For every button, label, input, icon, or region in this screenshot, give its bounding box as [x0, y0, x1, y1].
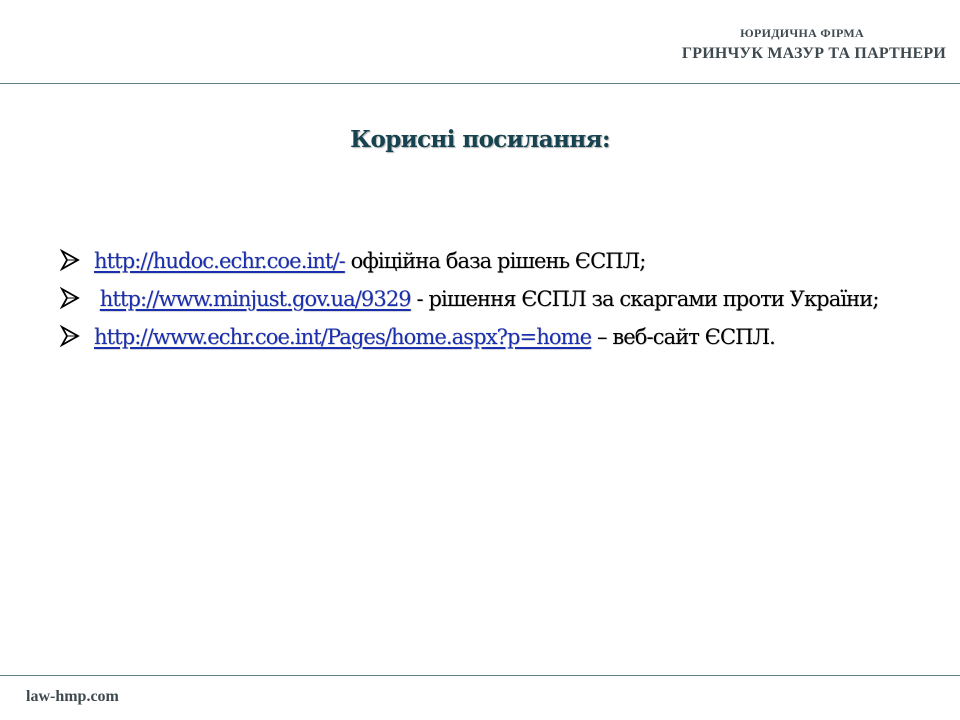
minjust-link[interactable]: http://www.minjust.gov.ua/9329	[99, 287, 411, 311]
list-item	[56, 246, 916, 276]
firm-name: ГРИНЧУК МАЗУР ТА ПАРТНЕРИ	[681, 45, 946, 62]
links-list	[56, 246, 916, 360]
arrowhead-bullet-icon	[60, 286, 80, 310]
header-divider	[0, 83, 960, 84]
list-item	[56, 284, 916, 314]
hudoc-link[interactable]: http://hudoc.echr.coe.int/-	[94, 249, 345, 273]
footer-divider	[0, 675, 960, 676]
firm-subtitle: ЮРИДИЧНА ФІРМА	[740, 26, 864, 40]
arrowhead-bullet-icon	[60, 248, 80, 272]
link-description: офіційна база рішень ЄСПЛ;	[344, 249, 646, 273]
echr-home-link[interactable]: http://www.echr.coe.int/Pages/home.aspx?p=home	[94, 325, 592, 349]
arrowhead-bullet-icon	[60, 324, 80, 348]
footer-website: law-hmp.com	[26, 688, 119, 705]
link-description: - рішення ЄСПЛ за скаргами проти України;	[410, 287, 879, 311]
list-item	[56, 322, 916, 352]
link-description: – веб-сайт ЄСПЛ.	[591, 325, 775, 349]
firm-header	[682, 22, 946, 64]
slide-title: Корисні посилання:	[350, 126, 610, 153]
